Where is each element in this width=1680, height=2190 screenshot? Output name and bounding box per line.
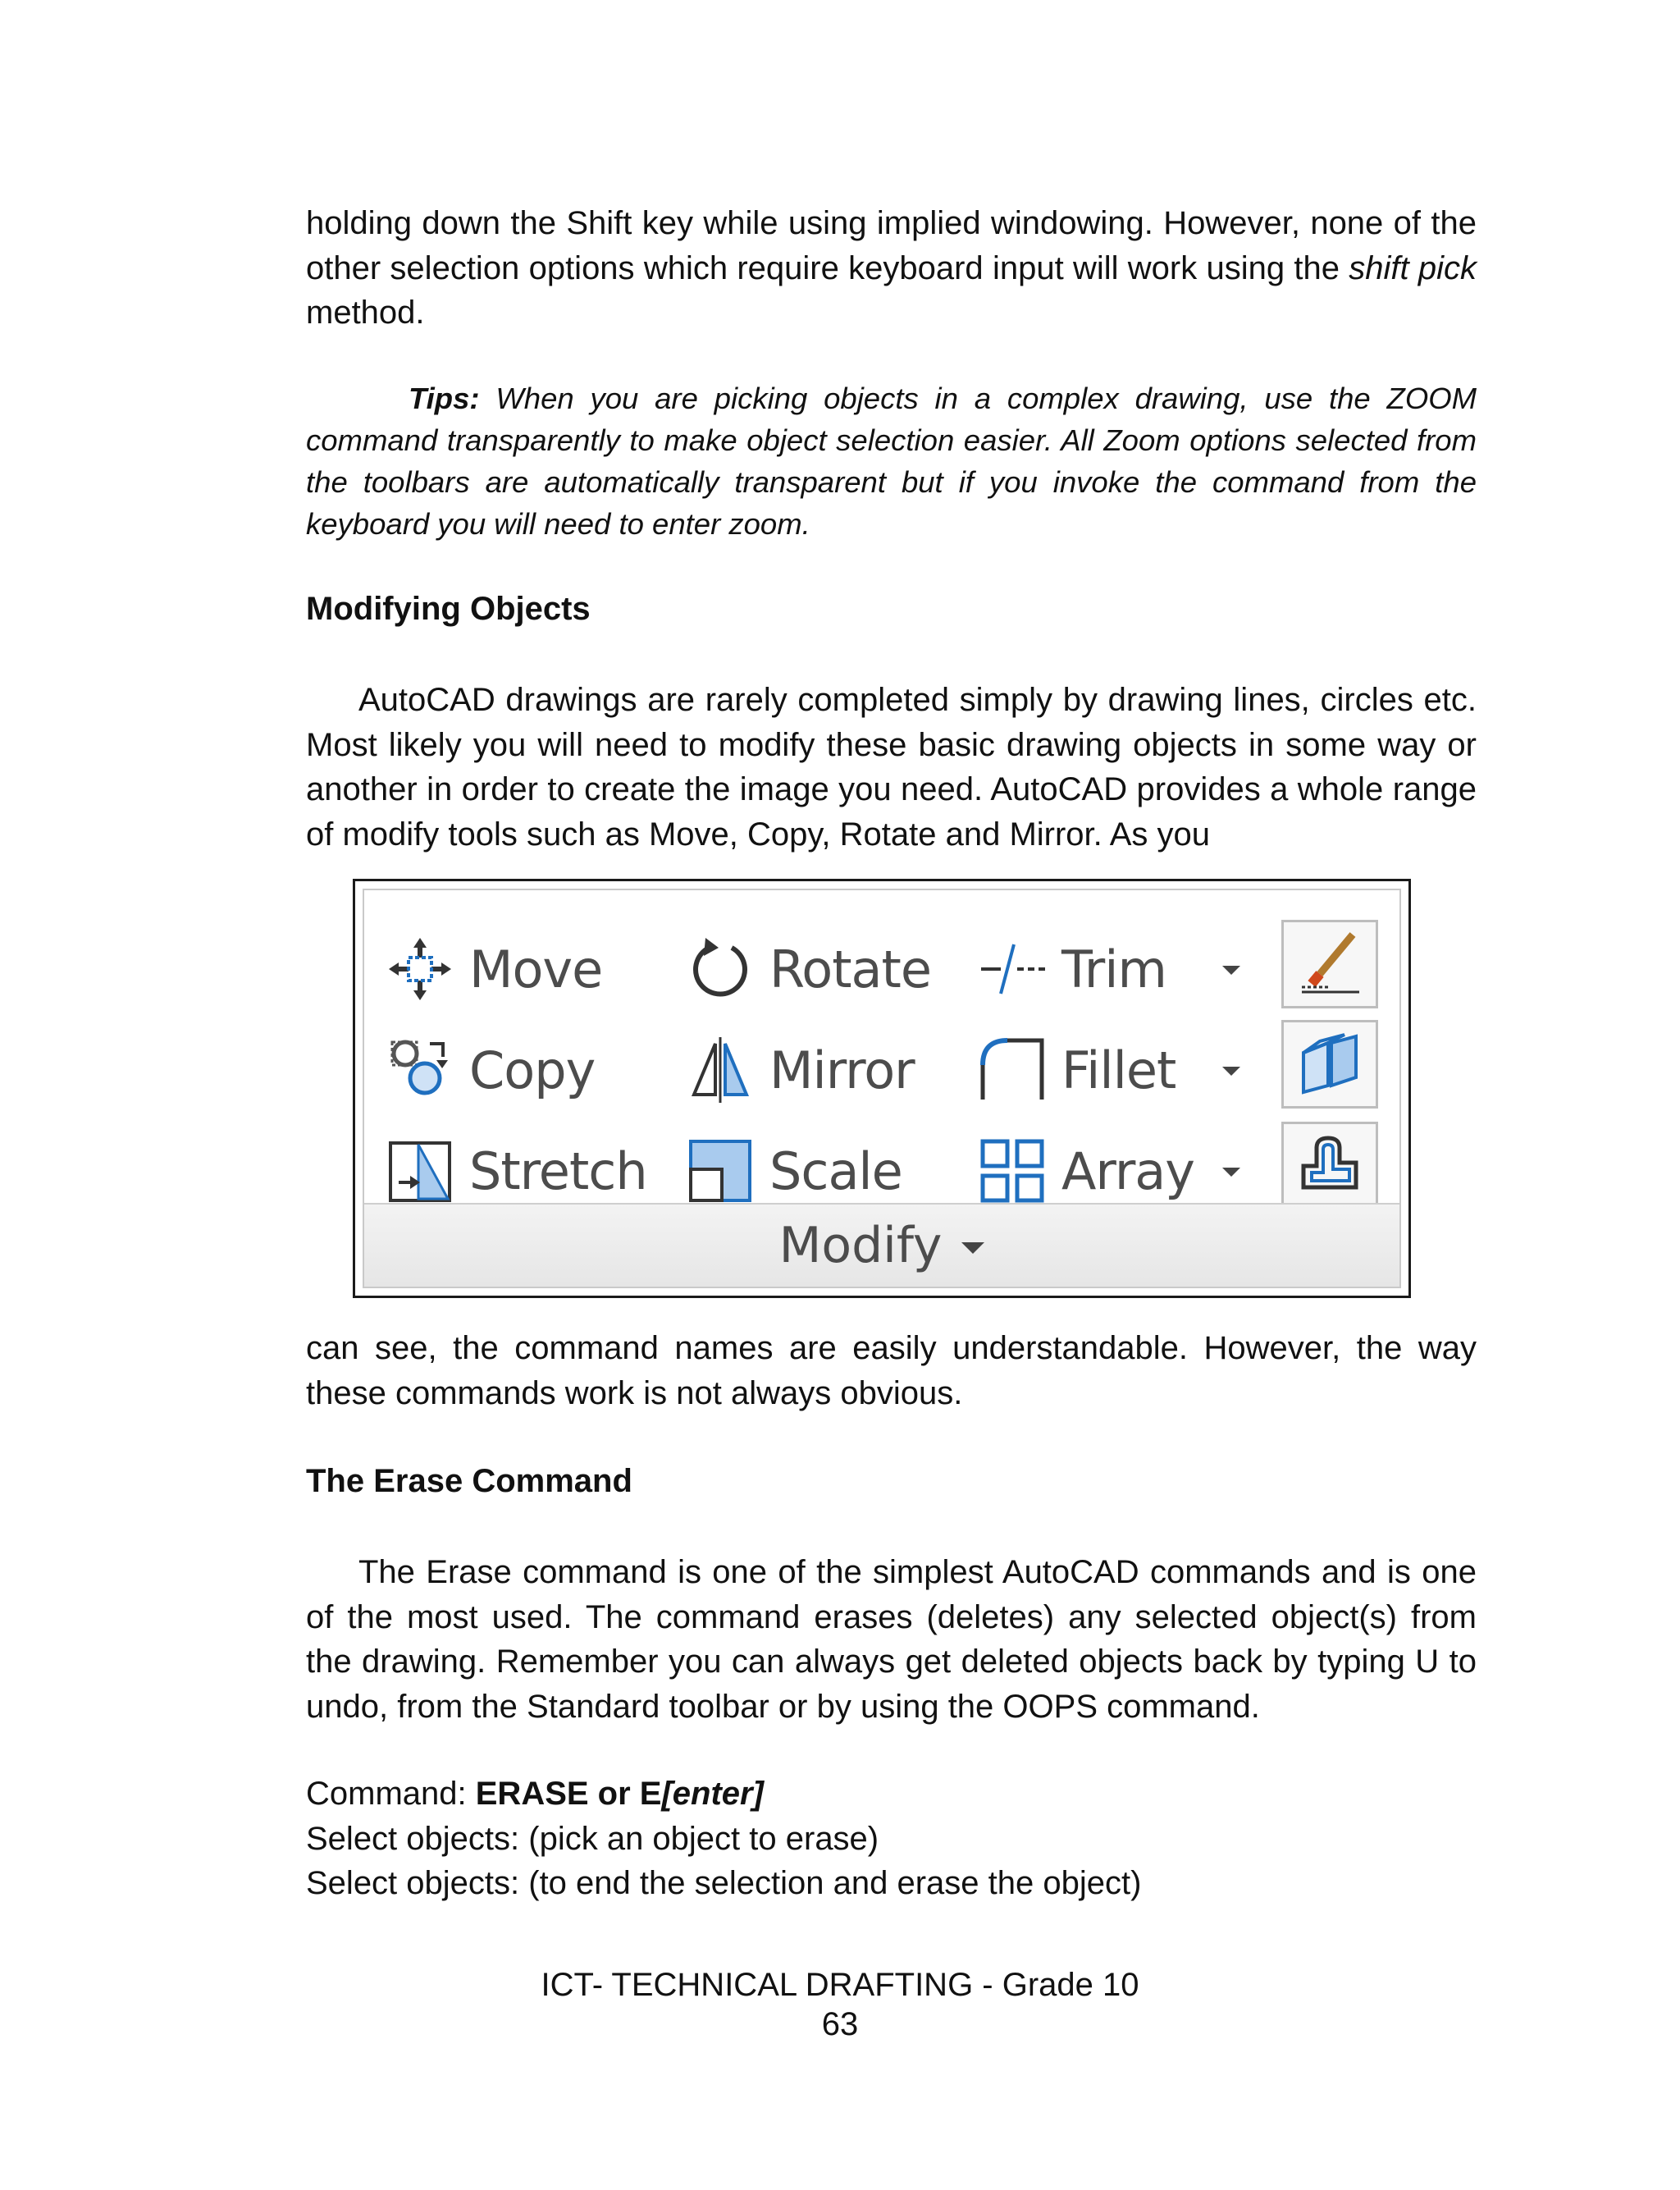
erase-paragraph [306, 1550, 1477, 1729]
command-line-3: Select objects: (to end the selection and erase the object) [306, 1865, 1142, 1901]
array-icon [978, 1136, 1047, 1205]
stretch-tool[interactable] [386, 1130, 647, 1212]
fillet-tool[interactable] [978, 1029, 1176, 1111]
fillet-label: Fillet [1061, 1040, 1176, 1100]
tips-block [306, 377, 1477, 545]
command-erase-keyword: ERASE or E [475, 1776, 662, 1812]
scale-tool[interactable] [686, 1130, 902, 1212]
scale-icon [686, 1136, 755, 1205]
offset-button[interactable] [1281, 1122, 1378, 1210]
intro-paragraph [306, 201, 1477, 336]
stretch-icon [386, 1136, 454, 1205]
intro-text-part1: holding down the Shift key while using implied windowing. However, none of the other selection options which require keyboard input will work using the [306, 205, 1477, 286]
move-label: Move [469, 939, 603, 999]
mirror-tool[interactable] [686, 1029, 915, 1111]
modify-panel-title: Modify [778, 1217, 943, 1274]
modifying-paragraph [306, 678, 1477, 857]
page-footer [0, 1965, 1680, 2044]
intro-italic-term: shift pick [1349, 249, 1477, 286]
scale-label: Scale [769, 1141, 902, 1201]
footer-page-number: 63 [821, 2006, 859, 2042]
command-line-1 [306, 1772, 1477, 1817]
array-label: Array [1061, 1141, 1194, 1201]
trim-icon [978, 935, 1047, 1004]
command-line-2: Select objects: (pick an object to erase) [306, 1820, 879, 1857]
rotate-tool[interactable] [686, 928, 931, 1010]
fillet-icon [978, 1036, 1047, 1104]
intro-text-part2: method. [306, 295, 425, 331]
trim-label: Trim [1061, 939, 1166, 999]
command-prefix: Command: [306, 1776, 476, 1812]
erase-text: The Erase command is one of the simplest AutoCAD commands and is one of the most used. The command erases (deletes) any selected object(s) from the drawing. Remember you can always get deleted objects back by typing U to undo, from the Standard toolbar or by using the OOPS command. [306, 1554, 1477, 1725]
panel-expand-caret-icon [961, 1242, 984, 1254]
copy-tool[interactable] [386, 1029, 595, 1111]
array-dropdown-caret[interactable] [1222, 1168, 1240, 1177]
fillet-dropdown-caret[interactable] [1222, 1067, 1240, 1076]
ribbon-inner [363, 889, 1401, 1288]
modifying-text-before: AutoCAD drawings are rarely completed simply by drawing lines, circles etc. Most likely you will need to modify these basic drawing objects in some way or another in order to create the image you need. AutoCAD provides a whole range of modify tools such as Move, Copy, Rotate and Mirror. As you [306, 682, 1477, 853]
tips-text [306, 377, 1477, 545]
modifying-text-after: can see, the command names are easily understandable. However, the way these commands work is not always obvious. [306, 1330, 1477, 1411]
section-heading-erase [306, 1459, 1477, 1503]
array-tool[interactable] [978, 1130, 1194, 1212]
move-icon [386, 935, 454, 1004]
footer-course-title: ICT- TECHNICAL DRAFTING - Grade 10 [541, 1967, 1139, 2003]
mirror-icon [686, 1036, 755, 1104]
erase-button[interactable] [1281, 920, 1378, 1008]
tips-label: Tips: [409, 382, 480, 415]
explode-button[interactable] [1281, 1020, 1378, 1109]
intro-text [306, 201, 1477, 336]
heading-erase-command: The Erase Command [306, 1463, 632, 1499]
tips-body: When you are picking objects in a complex drawing, use the ZOOM command transparently to make object selection easier. All Zoom options selected from the toolbars are automatically transparent but if you invoke the command from the keyboard you will need to enter zoom. [306, 382, 1477, 541]
heading-modifying-objects: Modifying Objects [306, 591, 591, 627]
copy-icon [386, 1036, 454, 1104]
copy-label: Copy [469, 1040, 596, 1100]
modify-panel-title-bar[interactable] [364, 1203, 1399, 1287]
erase-icon [1295, 928, 1364, 1001]
section-heading-modifying [306, 587, 1477, 631]
modify-ribbon-panel [353, 879, 1411, 1298]
command-block [306, 1772, 1477, 1906]
trim-dropdown-caret[interactable] [1222, 966, 1240, 975]
stretch-label: Stretch [469, 1141, 647, 1201]
move-tool[interactable] [386, 928, 602, 1010]
command-enter-keyword: [enter] [661, 1776, 764, 1812]
rotate-label: Rotate [769, 939, 931, 999]
explode-icon [1295, 1028, 1364, 1101]
modifying-paragraph-continued [306, 1326, 1477, 1415]
rotate-icon [686, 935, 755, 1004]
trim-tool[interactable] [978, 928, 1166, 1010]
mirror-label: Mirror [769, 1040, 915, 1100]
offset-icon [1295, 1130, 1364, 1203]
